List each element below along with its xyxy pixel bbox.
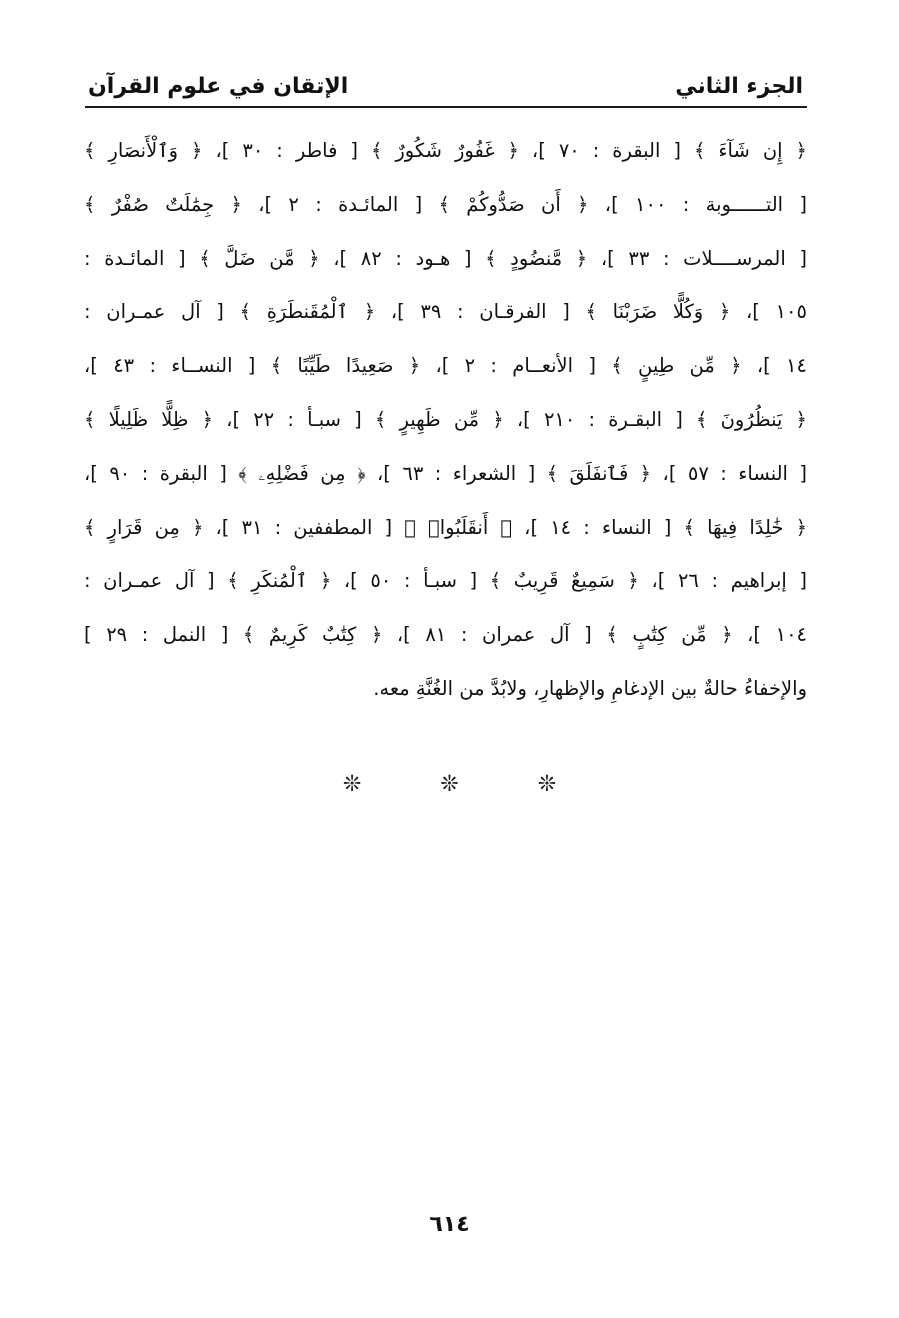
part-title: الجزء الثاني bbox=[675, 74, 803, 99]
page-number: ٦١٤ bbox=[429, 1212, 470, 1237]
section-divider-asterisks: ❊ ❊ ❊ bbox=[342, 772, 593, 797]
text-line: [ التــــــوبة : ١٠٠ ]، ﴿ أَن صَدُّوكُمْ ﴾ [ المائـدة : ٢ ]، ﴿ جِمَٰلَتٌ صُفْرٌ ﴾ bbox=[84, 192, 807, 216]
text-line: [ المرســــلات : ٣٣ ]، ﴿ مَّنضُودٍ ﴾ [ هـود : ٨٢ ]، ﴿ مَّن ضَلَّ ﴾ [ المائـدة : bbox=[84, 246, 807, 270]
text-line: ﴿ خَٰلِدًا فِيهَا ﴾ [ النساء : ١٤ ]، ﴿ أَنقَلَبُوا۟ ﴾ [ المطففين : ٣١ ]، ﴿ مِن قَرَارٍ ﴾ bbox=[84, 515, 807, 539]
running-header bbox=[88, 52, 803, 102]
book-title: الإتقان في علوم القرآن bbox=[88, 74, 349, 99]
text-line: ﴿ يَنظُرُونَ ﴾ [ البقـرة : ٢١٠ ]، ﴿ مِّن ظَهِيرٍ ﴾ [ سبـأ : ٢٢ ]، ﴿ ظِلًّا ظَلِيلًا ﴾ bbox=[84, 407, 807, 431]
text-line: ١٤ ]، ﴿ مِّن طِينٍ ﴾ [ الأنعــام : ٢ ]، ﴿ صَعِيدًا طَيِّبًا ﴾ [ النســاء : ٤٣ ]، bbox=[84, 354, 807, 378]
header-rule bbox=[85, 106, 807, 108]
text-line-closing: والإخفاءُ حالةٌ بين الإدغامِ والإظهارِ، ولابُدَّ من الغُنَّةِ معه. bbox=[373, 676, 807, 700]
text-line: ١٠٥ ]، ﴿ وَكُلًّا ضَرَبْنَا ﴾ [ الفرقـان : ٣٩ ]، ﴿ ٱلْمُقَنطَرَةِ ﴾ [ آل عمـران : bbox=[84, 300, 807, 324]
text-line: ١٠٤ ]، ﴿ مِّن كِتَٰبٍ ﴾ [ آل عمران : ٨١ ]، ﴿ كِتَٰبٌ كَرِيمٌ ﴾ [ النمل : ٢٩ ] bbox=[84, 623, 807, 647]
text-line: [ إبراهيم : ٢٦ ]، ﴿ سَمِيعٌ قَرِيبٌ ﴾ [ سبـأ : ٥٠ ]، ﴿ ٱلْمُنكَرِ ﴾ [ آل عمـران : bbox=[84, 569, 807, 593]
body-text bbox=[84, 124, 807, 716]
text-line: [ النساء : ٥٧ ]، ﴿ فَٱنفَلَقَ ﴾ [ الشعراء : ٦٣ ]، ﴿ مِن فَضْلِهِۦ ﴾ [ البقرة : ٩٠ ]، bbox=[84, 461, 807, 485]
text-line: ﴿ إِن شَآءَ ﴾ [ البقرة : ٧٠ ]، ﴿ غَفُورٌ شَكُورٌ ﴾ [ فاطر : ٣٠ ]، ﴿ وَٱلْأَنصَارِ ﴾ bbox=[84, 139, 807, 162]
